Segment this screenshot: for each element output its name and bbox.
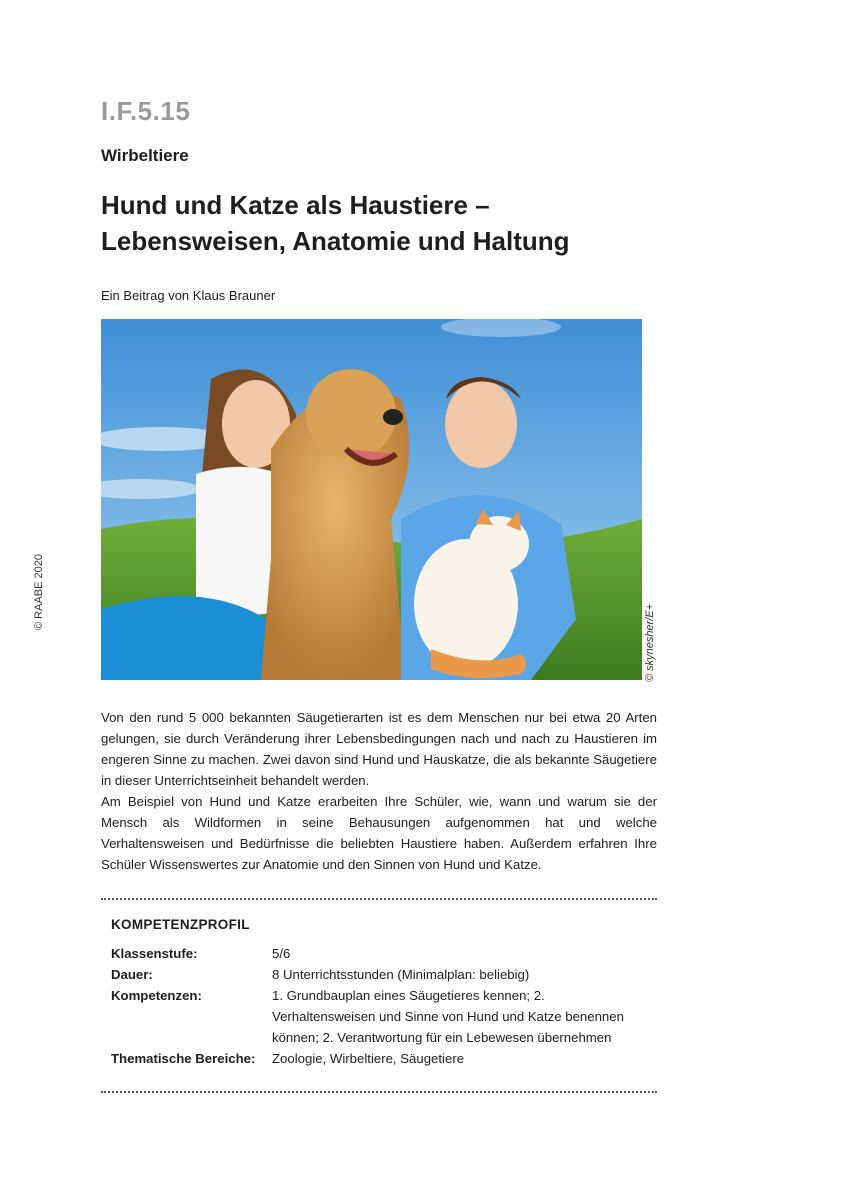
photo-credit: © skynesher/E+ [644,603,656,682]
intro-text [101,707,657,875]
profile-row-duration [111,964,651,985]
page-title [101,187,701,259]
profile-value: Zoologie, Wirbeltiere, Säugetiere [272,1051,465,1066]
profile-value: 1. Grundbauplan eines Säugetieres kennen; 2. Verhaltensweisen und Sinne von Hund und Katze benennen können; 2. Verantwortung für ein Lebewesen übernehmen [272,988,624,1045]
copyright-notice: © RAABE 2020 [33,554,45,630]
profile-row-grade [111,943,651,964]
profile-row-competences [111,985,651,1048]
cover-photo-illustration [101,319,642,680]
author-line: Ein Beitrag von Klaus Brauner [101,288,276,303]
unit-code: I.F.5.15 [101,96,191,126]
profile-label: Klassenstufe: [111,946,198,961]
profile-label: Dauer: [111,967,153,982]
competence-profile [111,917,651,1069]
profile-heading: KOMPETENZPROFIL [111,917,250,932]
profile-row-topics [111,1048,651,1069]
profile-label: Thematische Bereiche: [111,1051,256,1066]
profile-label: Kompetenzen: [111,988,202,1003]
page-title-line-1: Hund und Katze als Haustiere – [101,190,490,220]
topic-label: Wirbeltiere [101,146,189,165]
page-title-line-2: Lebensweisen, Anatomie und Haltung [101,226,570,256]
intro-paragraph-2: Am Beispiel von Hund und Katze erarbeiten Ihre Schüler, wie, wann und warum sie der Mensch als Wildformen in seine Behausungen aufgenommen hat und welche Verhaltensweisen und Bedürfnisse die beliebten Haustiere haben. Außerdem erfahren Ihre Schüler Wissenswertes zur Anatomie und den Sinnen von Hund und Katze. [101,794,657,872]
cover-photo [101,319,642,680]
dotted-divider-top [101,898,657,900]
dotted-divider-bottom [101,1091,657,1093]
profile-value: 5/6 [272,946,291,961]
profile-value: 8 Unterrichtsstunden (Minimalplan: beliebig) [272,967,530,982]
intro-paragraph-1: Von den rund 5 000 bekannten Säugetierarten ist es dem Menschen nur bei etwa 20 Arten gelungen, sie durch Veränderung ihrer Lebensbedingungen nach und nach zu Haustieren im engeren Sinne zu machen. Zwei davon sind Hund und Hauskatze, die als bekannte Säugetiere in dieser Unterrichtseinheit behandelt werden. [101,710,657,788]
